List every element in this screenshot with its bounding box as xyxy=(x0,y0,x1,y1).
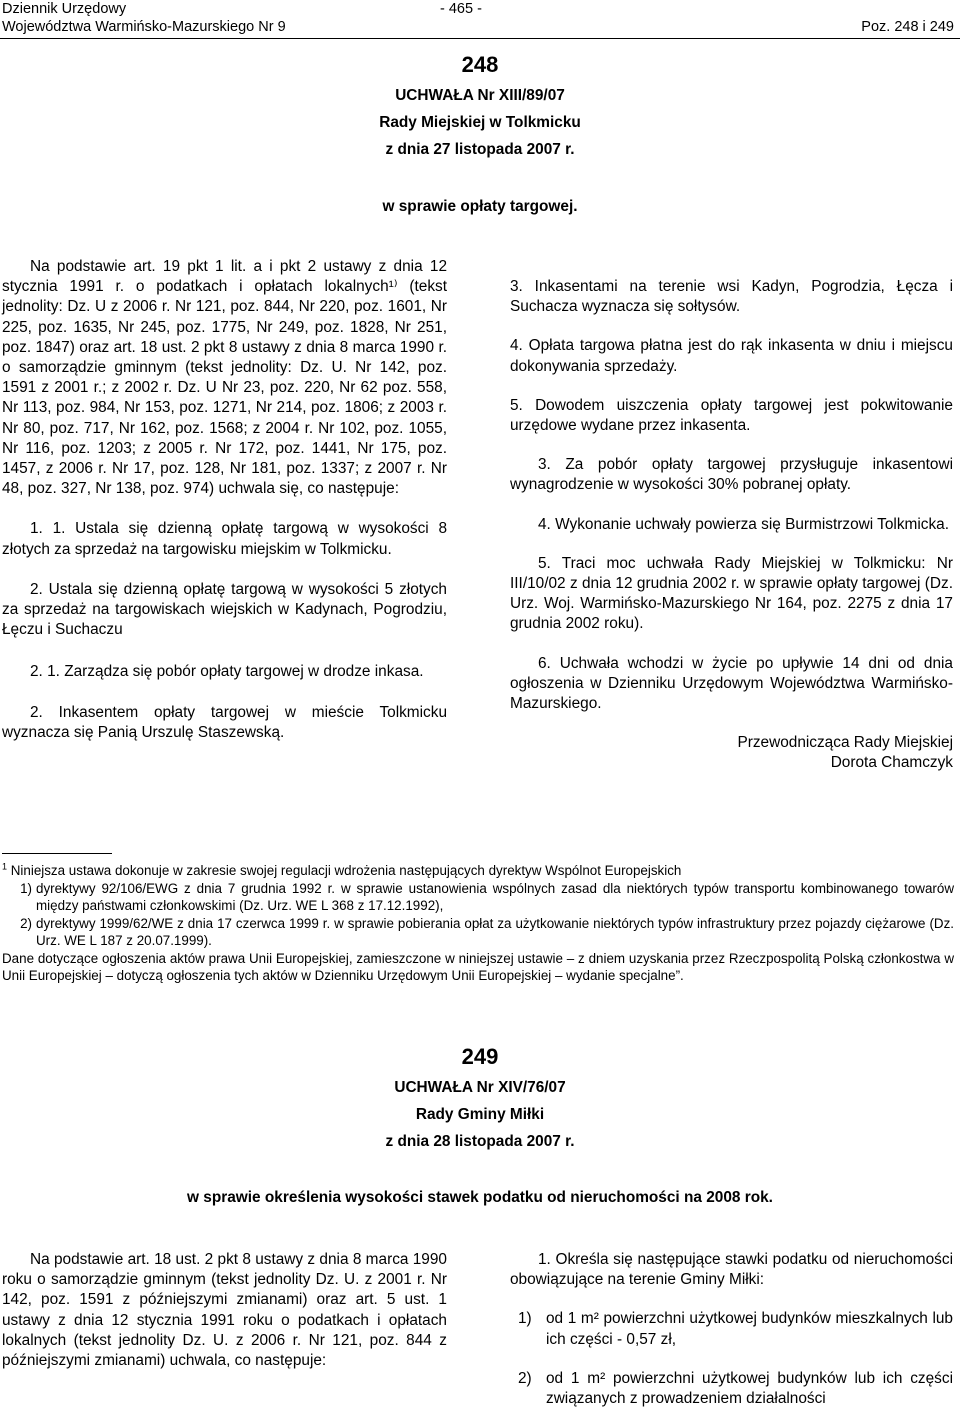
act249-number: 249 xyxy=(461,1044,499,1069)
par2-4: 4. Opłata targowa płatna jest do rąk inkasenta w dniu i miejscu dokonywania sprzedaży. xyxy=(510,337,953,375)
act249-heading xyxy=(0,1044,960,1208)
footnote-item: 2) dyrektywy 1999/62/WE z dnia 17 czerwca 1999 r. w sprawie pobierania opłat za użytkowanie niektórych typów infrastruktury przez pojazdy ciężarowe (Dz. Urz. WE L 187 z 20.07.1999). xyxy=(20,915,954,948)
par1-1: 1. 1. Ustala się dzienną opłatę targową w wysokości 8 złotych za sprzedaż na targowisku miejskim w Tolkmicku. xyxy=(2,520,447,558)
act249-left-column xyxy=(2,1250,447,1371)
act248-right-column xyxy=(510,277,953,774)
journal-line-2: Województwa Warmińsko-Mazurskiego Nr 9 xyxy=(2,19,286,35)
act248-heading xyxy=(0,52,960,217)
positions: Poz. 248 i 249 xyxy=(861,19,954,35)
act249-subject: w sprawie określenia wysokości stawek podatku od nieruchomości na 2008 rok. xyxy=(187,1188,773,1206)
page-number: - 465 - xyxy=(440,1,482,17)
act248-number: 248 xyxy=(461,52,499,77)
footnote-closing: Dane dotyczące ogłoszenia aktów prawa Unii Europejskiej, zamieszczone w niniejszej ustawie – z dniem uzyskania przez Rzeczpospolitą Polską członkostwa w Unii Europejskiej – dotyczą ogłoszenia tych aktów w Dzienniku Urzędowym Unii Europejskiej – wydanie specjalne”. xyxy=(2,950,954,983)
act249-title: UCHWAŁA Nr XIV/76/07 xyxy=(394,1079,566,1096)
footnote-intro: Niniejsza ustawa dokonuje w zakresie swojej regulacji wdrożenia następujących dyrektyw Wspólnot Europejskich xyxy=(10,863,682,878)
act248-date: z dnia 27 listopada 2007 r. xyxy=(385,141,575,159)
header-rule xyxy=(0,38,960,39)
act249-right-column xyxy=(510,1250,953,1409)
act248-left-column xyxy=(2,257,447,743)
journal-line-1: Dziennik Urzędowy xyxy=(2,1,127,17)
list-item: 1) od 1 m² powierzchni użytkowej budynków mieszkalnych lub ich części - 0,57 zł, xyxy=(518,1310,953,1348)
par2-5: 5. Dowodem uiszczenia opłaty targowej jest pokwitowanie urzędowe wydane przez inkasenta. xyxy=(510,396,953,435)
par4: 4. Wykonanie uchwały powierza się Burmistrzowi Tolkmicka. xyxy=(538,515,949,533)
signature-role: Przewodnicząca Rady Miejskiej xyxy=(737,734,953,752)
preamble: Na podstawie art. 19 pkt 1 lit. a i pkt 2 ustawy z dnia 12 stycznia 1991 r. o podatkach i opłatach lokalnych¹⁾ (tekst jednolity: Dz. U z 2006 r. Nr 121, poz. 844, Nr 220, poz. 1601, Nr 225, poz. 1635, Nr 245, poz. 1775, Nr 249, poz. 1828, Nr 251, poz. 1847) oraz art. 18 ust. 2 pkt 8 ustawy z dnia 8 marca 1990 r. o samorządzie gminnym (tekst jednolity: Dz. U. Nr 142, poz. 1591 z 2001 r.; z 2002 r. Dz. U Nr 23, poz. 220, Nr 62 poz. 558, Nr 113, poz. 984, Nr 153, poz. 1271, Nr 214, poz. 1806; z 2003 r. Nr 80, poz. 717, Nr 162, poz. 1568; z 2004 r. Nr 102, poz. 1055, Nr 116, poz. 1203; z 2005 r. Nr 172, poz. 1441, Nr 175, poz. 1457, z 2006 r. Nr 17, poz. 128, Nr 181, poz. 1337; z 2007 r. Nr 48, poz. 327, Nr 138, poz. 974) uchwala się, co następuje: xyxy=(2,258,447,498)
act248-issuer: Rady Miejskiej w Tolkmicku xyxy=(379,114,581,132)
par5: 5. Traci moc uchwała Rady Miejskiej w Tolkmicku: Nr III/10/02 z dnia 12 grudnia 2002 r. w sprawie opłaty targowej (Dz. Urz. Woj. Warmińsko-Mazurskiego Nr 164, poz. 2275 z dnia 17 grudnia 2002 roku). xyxy=(510,554,953,633)
par1-2: 2. Ustala się dzienną opłatę targową w wysokości 5 złotych za sprzedaż na targowiskach wiejskich w Kadynach, Pogrodziu, Łęczu i Suchaczu xyxy=(2,580,447,639)
act248-subject: w sprawie opłaty targowej. xyxy=(382,197,578,215)
footnote-separator xyxy=(2,853,112,854)
footnote-item: 1) dyrektywy 92/106/EWG z dnia 7 grudnia 1992 r. w sprawie ustanowienia wspólnych zasad dla niektórych typów transportu kombinowanego towarów między państwami członkowskimi (Dz. Urz. WE L 368 z 17.12.1992), xyxy=(20,880,954,913)
act249-issuer: Rady Gminy Miłki xyxy=(415,1106,545,1124)
act249-preamble: Na podstawie art. 18 ust. 2 pkt 8 ustawy z dnia 8 marca 1990 roku o samorządzie gminnym (tekst jednolity Dz. U. z 2001 r. Nr 142, poz. 1591 z późniejszymi zmianami) oraz art. 5 ust. 1 ustawy z dnia 12 stycznia 1991 roku o podatkach i opłatach lokalnych (tekst jednolity Dz. U. z 2006 r. Nr 121, poz. 844 z późniejszymi zmianami) uchwala, co następuje: xyxy=(2,1251,447,1370)
par6: 6. Uchwała wchodzi w życie po upływie 14 dni od dnia ogłoszenia w Dzienniku Urzędowym Województwa Warmińsko-Mazurskiego. xyxy=(510,654,953,713)
par2-1: 2. 1. Zarządza się pobór opłaty targowej w drodze inkasa. xyxy=(30,663,424,681)
par2-3: 3. Inkasentami na terenie wsi Kadyn, Pogrodzia, Łęcza i Suchacza wyznacza się sołtysów. xyxy=(510,278,953,316)
footnotes: $^1$ Niniejsza ustawa dokonuje w zakresie swojej regulacji wdrożenia następujących dyrektyw Wspólnot Europejskich 1) dyrektywy 92/106/EWG z dnia 7 grudnia 1992 r. w sprawie ustanowienia wspólnych zasad dla niektórych typów transportu kombinowanego towarów między państwami członkowskimi (Dz. Urz. WE L 368 z 17.12.1992), 2) dyrektywy 1999/62/WE z dnia 17 czerwca 1999 r. w sprawie pobierania opłat za użytkowanie niektórych typów infrastruktury przez pojazdy ciężarowe (Dz. Urz. WE L 187 z 20.07.1999). Dane dotyczące ogłoszenia aktów prawa Unii Europejskiej, zamieszczone w niniejszej ustawie – z dniem uzyskania przez Rzeczpospolitą Polską członkostwa w Unii Europejskiej – dotyczą ogłoszenia tych aktów w Dzienniku Urzędowym Unii Europejskiej – wydanie specjalne”. xyxy=(2,861,954,983)
act249-par1: 1. Określa się następujące stawki podatku od nieruchomości obowiązujące na terenie Gminy Miłki: xyxy=(510,1251,953,1289)
par3: 3. Za pobór opłaty targowej przysługuje inkasentowi wynagrodzenie w wysokości 30% pobranej opłaty. xyxy=(510,456,953,494)
par2-2: 2. Inkasentem opłaty targowej w mieście Tolkmicku wyznacza się Panią Urszulę Staszewską. xyxy=(2,703,447,741)
act249-date: z dnia 28 listopada 2007 r. xyxy=(385,1133,575,1151)
list-item: 2) od 1 m² powierzchni użytkowej budynków lub ich części związanych z prowadzeniem działalności xyxy=(518,1369,953,1408)
journal-title xyxy=(2,0,286,36)
signature-name: Dorota Chamczyk xyxy=(830,754,953,772)
act248-title: UCHWAŁA Nr XIII/89/07 xyxy=(395,87,565,104)
